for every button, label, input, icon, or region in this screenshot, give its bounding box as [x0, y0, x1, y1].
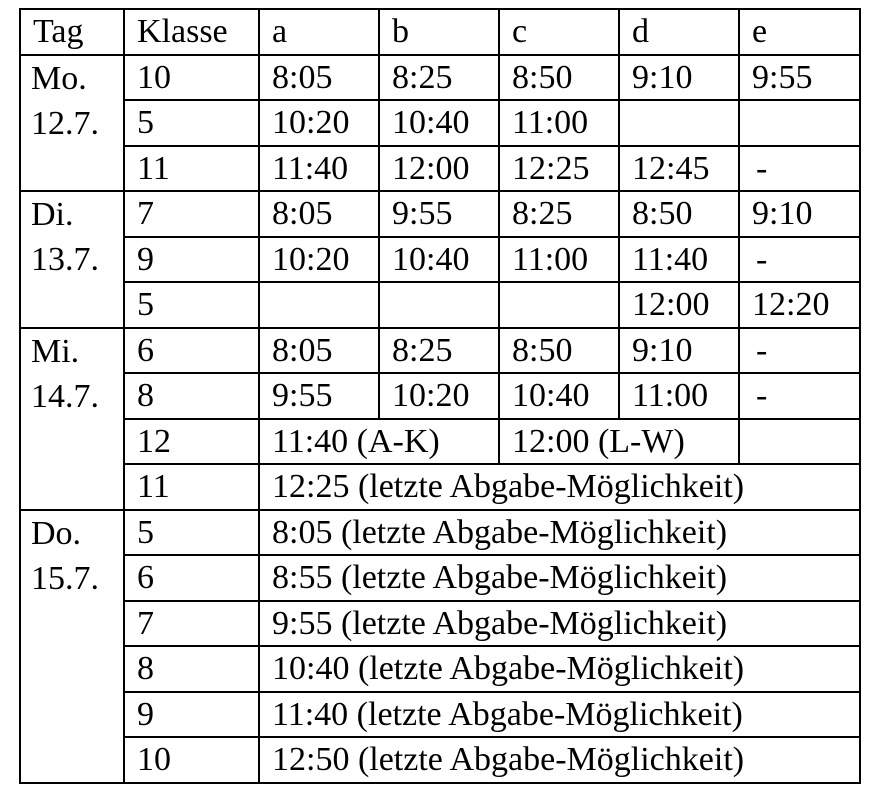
last-submission-cell: 11:40 (letzte Abgabe-Möglichkeit): [259, 692, 860, 738]
last-submission-cell: 12:50 (letzte Abgabe-Möglichkeit): [259, 737, 860, 783]
time-cell: 12:45: [619, 146, 739, 192]
time-cell: 12:25: [499, 146, 619, 192]
time-cell: 10:40: [379, 237, 499, 283]
time-cell: [259, 282, 379, 328]
header-col-c: c: [499, 9, 619, 55]
time-cell: 9:10: [619, 55, 739, 101]
time-cell: [499, 282, 619, 328]
time-cell-merged: 12:00 (L-W): [499, 419, 739, 465]
header-col-d: d: [619, 9, 739, 55]
table-row: [20, 191, 860, 237]
time-cell: 10:20: [259, 100, 379, 146]
time-cell: 8:05: [259, 191, 379, 237]
day-name: Do.: [31, 514, 82, 552]
day-name: Mi.: [31, 332, 80, 370]
klasse-cell: 11: [124, 464, 259, 510]
time-cell: 12:20: [739, 282, 860, 328]
time-cell: 8:05: [259, 328, 379, 374]
last-submission-cell: 10:40 (letzte Abgabe-Möglichkeit): [259, 646, 860, 692]
klasse-cell: 10: [124, 737, 259, 783]
day-date: 12.7.: [31, 104, 99, 142]
time-cell: 12:00: [379, 146, 499, 192]
klasse-cell: 5: [124, 282, 259, 328]
last-submission-cell: 8:55 (letzte Abgabe-Möglichkeit): [259, 555, 860, 601]
time-cell: 9:10: [739, 191, 860, 237]
time-cell: 8:50: [499, 328, 619, 374]
time-cell: [379, 282, 499, 328]
time-cell-merged: 11:40 (A-K): [259, 419, 499, 465]
last-submission-cell: 9:55 (letzte Abgabe-Möglichkeit): [259, 601, 860, 647]
time-cell: 9:55: [379, 191, 499, 237]
time-cell: 11:40: [259, 146, 379, 192]
time-cell: -: [739, 373, 860, 419]
time-cell: 12:00: [619, 282, 739, 328]
table-row: [20, 555, 860, 601]
time-cell: 8:25: [379, 55, 499, 101]
time-cell: 11:00: [619, 373, 739, 419]
table-row: [20, 601, 860, 647]
table-row: [20, 510, 860, 556]
time-cell: 8:50: [619, 191, 739, 237]
day-name: Mo.: [31, 59, 87, 97]
time-cell: 8:05: [259, 55, 379, 101]
header-col-e: e: [739, 9, 860, 55]
header-tag: Tag: [20, 9, 124, 55]
time-cell: -: [739, 328, 860, 374]
klasse-cell: 6: [124, 555, 259, 601]
schedule-table: [19, 8, 861, 784]
header-klasse: Klasse: [124, 9, 259, 55]
time-cell: 9:10: [619, 328, 739, 374]
time-cell: -: [739, 237, 860, 283]
last-submission-cell: 8:05 (letzte Abgabe-Möglichkeit): [259, 510, 860, 556]
table-row: [20, 237, 860, 283]
time-cell: 10:40: [499, 373, 619, 419]
day-date: 15.7.: [31, 559, 99, 597]
day-date: 13.7.: [31, 241, 99, 278]
klasse-cell: 5: [124, 510, 259, 556]
table-row: [20, 100, 860, 146]
table-row: [20, 464, 860, 510]
klasse-cell: 9: [124, 692, 259, 738]
header-col-b: b: [379, 9, 499, 55]
klasse-cell: 8: [124, 646, 259, 692]
time-cell: 9:55: [739, 55, 860, 101]
time-cell: 10:20: [259, 237, 379, 283]
klasse-cell: 5: [124, 100, 259, 146]
klasse-cell: 12: [124, 419, 259, 465]
day-name: Di.: [31, 196, 74, 233]
table-row: [20, 373, 860, 419]
klasse-cell: 6: [124, 328, 259, 374]
time-cell: [619, 100, 739, 146]
day-cell-thursday: [20, 510, 124, 783]
table-row: [20, 282, 860, 328]
klasse-cell: 7: [124, 601, 259, 647]
klasse-cell: 7: [124, 191, 259, 237]
header-row: [20, 9, 860, 55]
klasse-cell: 10: [124, 55, 259, 101]
time-cell: 10:20: [379, 373, 499, 419]
time-cell: [739, 419, 860, 465]
table-row: [20, 328, 860, 374]
day-cell-tuesday: [20, 191, 124, 328]
table-row: [20, 692, 860, 738]
time-cell: [739, 100, 860, 146]
time-cell: 11:40: [619, 237, 739, 283]
time-cell: -: [739, 146, 860, 192]
time-cell: 11:00: [499, 100, 619, 146]
klasse-cell: 8: [124, 373, 259, 419]
header-col-a: a: [259, 9, 379, 55]
table-row: [20, 737, 860, 783]
day-cell-wednesday: [20, 328, 124, 510]
klasse-cell: 9: [124, 237, 259, 283]
table-row: [20, 55, 860, 101]
time-cell: 11:00: [499, 237, 619, 283]
klasse-cell: 11: [124, 146, 259, 192]
time-cell: 8:25: [499, 191, 619, 237]
table-row: [20, 419, 860, 465]
table-row: [20, 646, 860, 692]
day-cell-monday: [20, 55, 124, 192]
table-row: [20, 146, 860, 192]
time-cell: 10:40: [379, 100, 499, 146]
day-date: 14.7.: [31, 377, 99, 415]
time-cell: 9:55: [259, 373, 379, 419]
time-cell: 8:25: [379, 328, 499, 374]
time-cell: 8:50: [499, 55, 619, 101]
last-submission-cell: 12:25 (letzte Abgabe-Möglichkeit): [259, 464, 860, 510]
